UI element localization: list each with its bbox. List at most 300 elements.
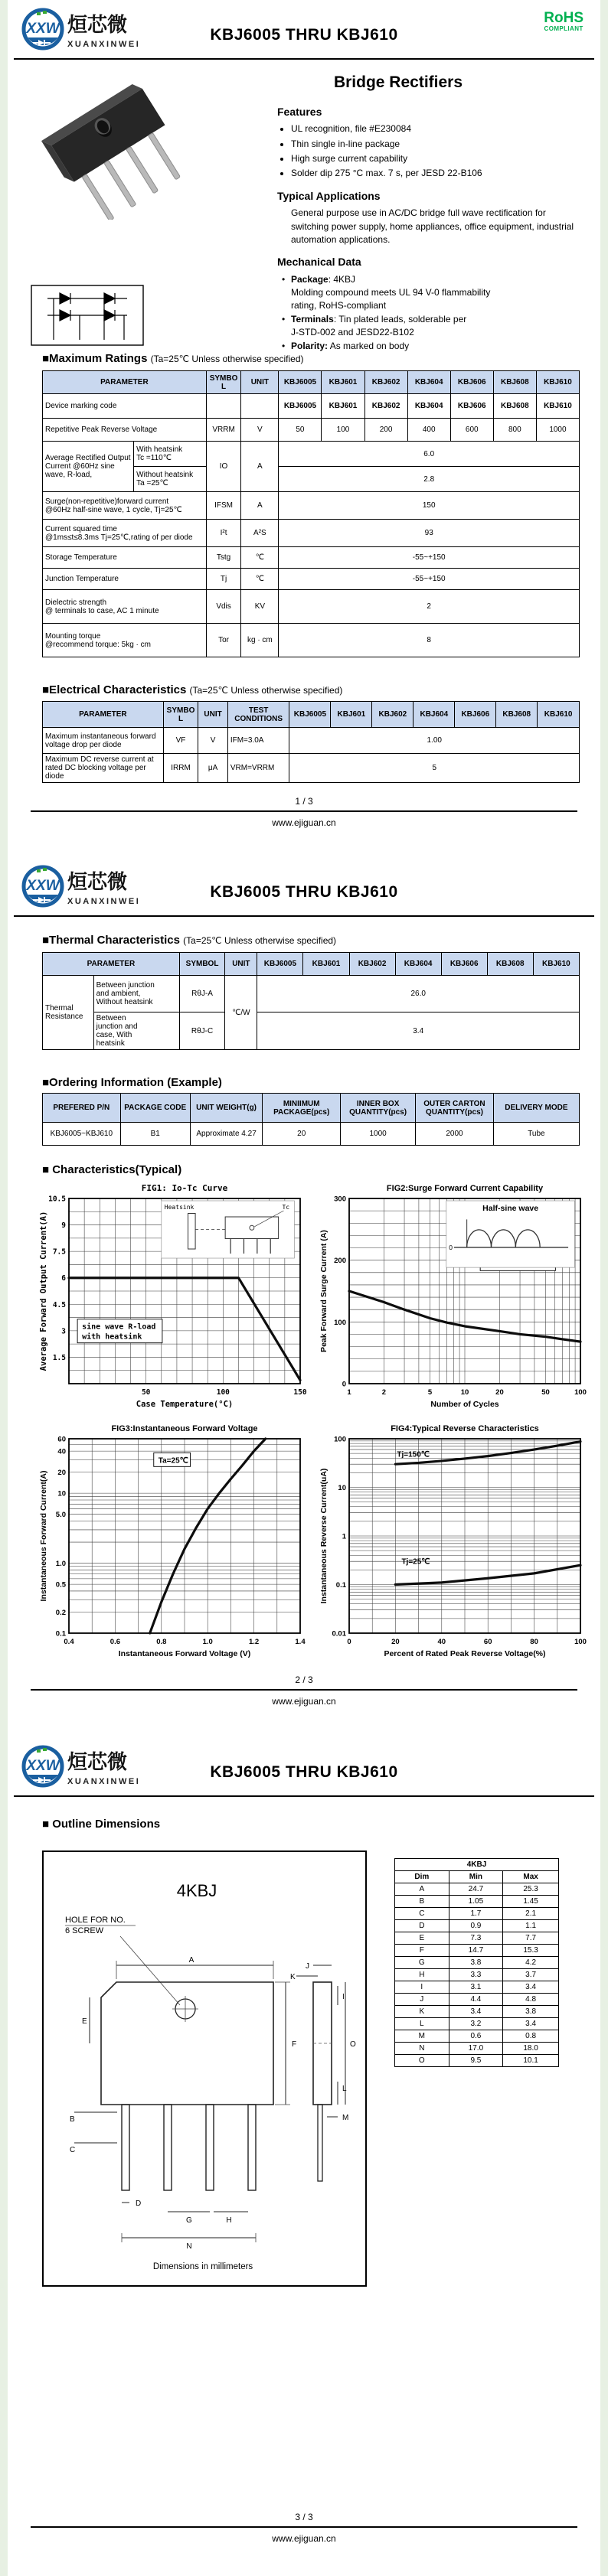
footer-rule: [31, 810, 577, 812]
max_ratings-cell: IO: [206, 442, 241, 492]
max-ratings-heading: ■Maximum Ratings (Ta=25℃ Unless otherwise specified): [42, 352, 304, 365]
datasheet-page-1: [8, 0, 600, 857]
max_ratings-cell: A²S: [241, 520, 279, 547]
max_ratings-cell: Vdis: [206, 590, 241, 624]
svg-text:5.0: 5.0: [55, 1511, 66, 1520]
electrical-cell: PARAMETER: [43, 702, 164, 728]
dims-cell: 1.1: [503, 1920, 559, 1932]
svg-text:20: 20: [57, 1469, 66, 1478]
page-number: 1 / 3: [295, 796, 313, 807]
svg-text:100: 100: [574, 1388, 587, 1397]
svg-text:20: 20: [391, 1638, 400, 1646]
electrical-heading: ■Electrical Characteristics (Ta=25℃ Unless otherwise specified): [42, 683, 343, 696]
dims-cell: 1.7: [449, 1908, 503, 1920]
dims-cell: J: [395, 1994, 449, 2006]
max_ratings-cell: With heatsink Tc =110℃: [134, 442, 207, 467]
logo-cn-text: 烜芯微: [67, 13, 128, 36]
electrical-cell: UNIT: [198, 702, 228, 728]
ordering-heading: ■Ordering Information (Example): [42, 1076, 222, 1089]
svg-text:XXW: XXW: [26, 1758, 60, 1774]
svg-text:150: 150: [293, 1388, 307, 1397]
svg-text:Instantaneous Forward Voltage: Instantaneous Forward Voltage (V): [118, 1649, 251, 1658]
bridge-schematic: [31, 285, 144, 350]
front-view: [101, 1982, 273, 2190]
footer-url: www.ejiguan.cn: [272, 1696, 336, 1707]
svg-text:1: 1: [347, 1388, 351, 1397]
dims-cell: 3.8: [503, 2006, 559, 2018]
mechanical-list: [277, 273, 591, 353]
electrical-cell: V: [198, 728, 228, 754]
svg-text:0.6: 0.6: [110, 1638, 121, 1646]
mech-line: • Package: 4KBJ: [277, 273, 591, 286]
svg-text:100: 100: [574, 1638, 587, 1646]
svg-text:1.0: 1.0: [55, 1560, 66, 1569]
svg-text:60: 60: [483, 1638, 492, 1646]
max_ratings-cell: KBJ602: [364, 394, 407, 419]
ordering-cell: 1000: [341, 1123, 416, 1146]
dim-letter: B: [70, 2115, 75, 2124]
dims-cell: 9.5: [449, 2055, 503, 2067]
svg-text:Instantaneous Forward Current(: Instantaneous Forward Current(A): [39, 1470, 48, 1602]
max_ratings-cell: VRRM: [206, 419, 241, 442]
max_ratings-cell: [241, 394, 279, 419]
header-rule: [14, 915, 594, 917]
max_ratings-cell: -55~+150: [279, 569, 580, 590]
dims-cell: F: [395, 1945, 449, 1957]
product-photo: [25, 70, 181, 223]
dims-cell: 18.0: [503, 2043, 559, 2055]
ordering-cell: MINIIMUM PACKAGE(pcs): [263, 1094, 341, 1123]
ordering-cell: DELIVERY MODE: [493, 1094, 579, 1123]
rohs-text: RoHS: [544, 10, 583, 26]
thermal-heading: ■Thermal Characteristics (Ta=25℃ Unless otherwise specified): [42, 934, 337, 947]
feature-item: • UL recognition, file #E230084: [291, 122, 591, 135]
max_ratings-cell: 6.0: [279, 442, 580, 467]
svg-text:XUANXINWEI: XUANXINWEI: [67, 897, 141, 906]
max_ratings-cell: [206, 394, 241, 419]
doc-title: KBJ6005 THRU KBJ610: [210, 883, 398, 901]
svg-text:Tj=150℃: Tj=150℃: [397, 1450, 430, 1459]
footer-url: www.ejiguan.cn: [272, 2533, 336, 2544]
max_ratings-cell: KBJ602: [364, 371, 407, 394]
footer-rule: [31, 2526, 577, 2528]
svg-text:0: 0: [449, 1243, 453, 1251]
max_ratings-cell: KBJ604: [407, 371, 450, 394]
electrical-cell: KBJ601: [331, 702, 372, 728]
dims-cell: I: [395, 1981, 449, 1994]
dims-cell: 7.7: [503, 1932, 559, 1945]
ordering-cell: OUTER CARTON QUANTITY(pcs): [416, 1094, 494, 1123]
max_ratings-cell: -55~+150: [279, 547, 580, 569]
thermal-cell: 3.4: [257, 1012, 580, 1050]
svg-text:300: 300: [334, 1195, 346, 1204]
dim-letter: K: [290, 1973, 296, 1981]
dims-cell: 7.3: [449, 1932, 503, 1945]
dims-cell: 3.4: [503, 1981, 559, 1994]
dim-letter: C: [70, 2146, 76, 2154]
electrical-cell: TEST CONDITIONS: [227, 702, 289, 728]
svg-text:10: 10: [338, 1484, 346, 1492]
svg-text:0.8: 0.8: [156, 1638, 167, 1646]
svg-text:Peak Forward Surge Current (A): Peak Forward Surge Current (A): [319, 1230, 329, 1352]
max_ratings-cell: KBJ601: [322, 394, 364, 419]
max_ratings-cell: KBJ608: [493, 394, 536, 419]
svg-text:4.5: 4.5: [52, 1300, 66, 1309]
electrical-cell: IRRM: [163, 754, 198, 783]
dims-cell: 0.9: [449, 1920, 503, 1932]
max_ratings-cell: 1000: [536, 419, 579, 442]
max_ratings-cell: KBJ6005: [279, 394, 322, 419]
svg-text:0.01: 0.01: [332, 1629, 346, 1639]
max_ratings-cell: Junction Temperature: [43, 569, 207, 590]
svg-text:Percent of Rated Peak Reverse: Percent of Rated Peak Reverse Voltage(%): [384, 1649, 546, 1658]
ordering-cell: KBJ6005~KBJ610: [43, 1123, 121, 1146]
electrical-cell: SYMBOL: [163, 702, 198, 728]
dims-cell: Min: [449, 1871, 503, 1883]
electrical-cell: KBJ6005: [289, 702, 331, 728]
ordering-cell: 2000: [416, 1123, 494, 1146]
dims-cell: A: [395, 1883, 449, 1896]
dims-cell: 10.1: [503, 2055, 559, 2067]
max_ratings-cell: ℃: [241, 547, 279, 569]
svg-text:Half-sine wave: Half-sine wave: [482, 1204, 539, 1213]
max_ratings-cell: KBJ601: [322, 371, 364, 394]
electrical-cell: μA: [198, 754, 228, 783]
thermal-cell: KBJ6005: [257, 953, 303, 976]
ordering-table: [42, 1093, 580, 1146]
svg-text:40: 40: [57, 1447, 66, 1456]
svg-text:2: 2: [381, 1388, 387, 1397]
dims-cell: 4KBJ: [395, 1859, 559, 1871]
svg-text:0.4: 0.4: [64, 1638, 74, 1646]
max_ratings-cell: KV: [241, 590, 279, 624]
max_ratings-cell: Dielectric strength @ terminals to case, AC 1 minute: [43, 590, 207, 624]
max_ratings-cell: Storage Temperature: [43, 547, 207, 569]
doc-title: KBJ6005 THRU KBJ610: [210, 1763, 398, 1781]
applications-text: General purpose use in AC/DC bridge full wave rectification for switching power supply, home appliances, office equipment, industrial automation applications.: [291, 207, 574, 245]
features-heading: Features: [277, 106, 322, 118]
max_ratings-cell: 2: [279, 590, 580, 624]
characteristics-heading: ■ Characteristics(Typical): [42, 1163, 182, 1176]
dims-cell: 3.8: [449, 1957, 503, 1969]
svg-text:Tc: Tc: [282, 1204, 290, 1211]
svg-text:0.2: 0.2: [55, 1608, 66, 1617]
svg-text:100: 100: [334, 1435, 346, 1444]
svg-text:0: 0: [342, 1380, 346, 1389]
dims-cell: 24.7: [449, 1883, 503, 1896]
thermal-cell: ℃/W: [225, 976, 257, 1050]
svg-text:烜芯微: 烜芯微: [67, 870, 128, 893]
electrical-cell: VRM=VRRM: [227, 754, 289, 783]
mech-line: J-STD-002 and JESD22-B102: [291, 327, 414, 338]
dims-cell: Dim: [395, 1871, 449, 1883]
max_ratings-cell: 800: [493, 419, 536, 442]
dims-cell: K: [395, 2006, 449, 2018]
electrical-cell: KBJ608: [496, 702, 538, 728]
page-number: 2 / 3: [295, 1674, 313, 1685]
max_ratings-cell: 200: [364, 419, 407, 442]
svg-text:80: 80: [530, 1638, 538, 1646]
ordering-cell: UNIT WEIGHT(g): [190, 1094, 263, 1123]
svg-text:FIG3:Instantaneous Forward Vol: FIG3:Instantaneous Forward Voltage: [111, 1424, 258, 1433]
dims-cell: C: [395, 1908, 449, 1920]
max_ratings-cell: Average Rectified Output Current @60Hz sine wave, R-load,: [43, 442, 134, 492]
dims-cell: 17.0: [449, 2043, 503, 2055]
max_ratings-cell: 2.8: [279, 467, 580, 492]
thermal-cell: 26.0: [257, 976, 580, 1012]
svg-text:0.5: 0.5: [55, 1580, 66, 1590]
hole-note: HOLE FOR NO.: [65, 1916, 126, 1925]
dim-letter: I: [342, 1993, 345, 2001]
dims-cell: B: [395, 1896, 449, 1908]
ordering-cell: Tube: [493, 1123, 579, 1146]
dims-cell: 3.1: [449, 1981, 503, 1994]
svg-text:0.1: 0.1: [335, 1581, 346, 1590]
fig2-chart: [319, 1182, 588, 1415]
dims-cell: 3.4: [449, 2006, 503, 2018]
hole-note: 6 SCREW: [65, 1926, 104, 1935]
svg-text:1.2: 1.2: [248, 1638, 260, 1646]
svg-text:6: 6: [61, 1274, 66, 1283]
svg-text:9: 9: [61, 1221, 66, 1231]
dim-letter: A: [188, 1956, 194, 1965]
dims-cell: 3.2: [449, 2018, 503, 2030]
svg-text:10.5: 10.5: [48, 1195, 66, 1204]
max_ratings-cell: Without heatsink Ta =25℃: [134, 467, 207, 492]
dim-letter: L: [342, 2085, 347, 2093]
max_ratings-cell: Tor: [206, 624, 241, 657]
datasheet-page-3: [8, 1737, 600, 2576]
dims-cell: 4.8: [503, 1994, 559, 2006]
electrical-cell: KBJ602: [372, 702, 414, 728]
max_ratings-cell: IFSM: [206, 492, 241, 520]
max_ratings-cell: kg · cm: [241, 624, 279, 657]
max_ratings-cell: KBJ606: [450, 371, 493, 394]
electrical-cell: VF: [163, 728, 198, 754]
thermal-cell: Between junction and case, With heatsink: [93, 1012, 179, 1050]
dims-cell: Max: [503, 1871, 559, 1883]
dims-cell: 25.3: [503, 1883, 559, 1896]
svg-text:Ta=25℃: Ta=25℃: [158, 1456, 188, 1466]
svg-text:60: 60: [57, 1435, 66, 1444]
max_ratings-cell: KBJ610: [536, 371, 579, 394]
side-view: [313, 1982, 332, 2181]
svg-text:Heatsink: Heatsink: [164, 1204, 194, 1211]
max_ratings-cell: Current squared time @1ms≤t≤8.3ms Tj=25℃,rating of per diode: [43, 520, 207, 547]
max_ratings-cell: A: [241, 492, 279, 520]
svg-text:10: 10: [460, 1388, 469, 1397]
mechanical-heading: Mechanical Data: [277, 256, 361, 269]
svg-text:200: 200: [334, 1257, 346, 1266]
max_ratings-cell: 100: [322, 419, 364, 442]
dims-cell: M: [395, 2030, 449, 2043]
outline-drawing-box: [42, 1850, 367, 2287]
svg-text:FIG1: Io-Tc Curve: FIG1: Io-Tc Curve: [141, 1183, 228, 1193]
dims-cell: 4.2: [503, 1957, 559, 1969]
ordering-cell: PREFERED P/N: [43, 1094, 121, 1123]
svg-text:Instantaneous Reverse Current(: Instantaneous Reverse Current(uA): [319, 1468, 329, 1604]
max_ratings-cell: KBJ608: [493, 371, 536, 394]
dims-cell: 1.45: [503, 1896, 559, 1908]
svg-text:10: 10: [57, 1489, 66, 1498]
max-ratings-table: [42, 370, 580, 657]
thermal-cell: PARAMETER: [43, 953, 180, 976]
electrical-cell: 5: [289, 754, 580, 783]
dims-cell: 3.4: [503, 2018, 559, 2030]
dims-cell: N: [395, 2043, 449, 2055]
dim-letter: M: [342, 2114, 349, 2122]
max_ratings-cell: V: [241, 419, 279, 442]
mech-line: • Terminals: Tin plated leads, solderable per: [277, 313, 591, 326]
thermal-cell: KBJ610: [533, 953, 579, 976]
svg-text:XUANXINWEI: XUANXINWEI: [67, 1777, 141, 1786]
dim-letter: O: [350, 2040, 356, 2049]
svg-text:7.5: 7.5: [52, 1247, 66, 1257]
svg-text:sine wave R-load: sine wave R-load: [82, 1322, 156, 1332]
thermal-cell: RθJ-C: [179, 1012, 225, 1050]
dims-cell: 14.7: [449, 1945, 503, 1957]
max_ratings-cell: 400: [407, 419, 450, 442]
rohs-badge: [544, 11, 583, 32]
svg-text:Average Forward Output Current: Average Forward Output Current(A): [39, 1211, 48, 1371]
max_ratings-cell: Surge(non-repetitive)forward current @60Hz half-sine wave, 1 cycle, Tj=25℃: [43, 492, 207, 520]
electrical-cell: IFM=3.0A: [227, 728, 289, 754]
feature-item: • High surge current capability: [291, 152, 591, 165]
svg-text:50: 50: [141, 1388, 151, 1397]
thermal-cell: KBJ604: [395, 953, 441, 976]
max_ratings-cell: Tstg: [206, 547, 241, 569]
dims-cell: 4.4: [449, 1994, 503, 2006]
applications-heading: Typical Applications: [277, 189, 381, 202]
outline-heading: ■ Outline Dimensions: [42, 1818, 161, 1831]
svg-text:with heatsink: with heatsink: [82, 1332, 142, 1342]
thermal-cell: UNIT: [225, 953, 257, 976]
max_ratings-cell: UNIT: [241, 371, 279, 394]
fig1-chart: [38, 1182, 308, 1415]
svg-text:烜芯微: 烜芯微: [67, 1750, 128, 1773]
electrical-cell: 1.00: [289, 728, 580, 754]
svg-text:Number of Cycles: Number of Cycles: [430, 1400, 499, 1409]
max_ratings-cell: KBJ6005: [279, 371, 322, 394]
svg-text:FIG4:Typical Reverse Character: FIG4:Typical Reverse Characteristics: [391, 1424, 539, 1433]
dim-letter: F: [292, 2040, 297, 2049]
thermal-cell: KBJ606: [441, 953, 487, 976]
electrical-cell: Maximum DC reverse current at rated DC blocking voltage per diode: [43, 754, 164, 783]
dims-cell: G: [395, 1957, 449, 1969]
max_ratings-cell: 8: [279, 624, 580, 657]
svg-text:FIG2:Surge Forward Current Cap: FIG2:Surge Forward Current Capability: [386, 1184, 544, 1193]
mech-line: • Polarity: As marked on body: [277, 340, 591, 353]
thermal-table: [42, 952, 580, 1050]
dimensions-note: Dimensions in millimeters: [152, 2262, 253, 2271]
max_ratings-cell: KBJ606: [450, 394, 493, 419]
dims-cell: 3.3: [449, 1969, 503, 1981]
max_ratings-cell: 600: [450, 419, 493, 442]
feature-item: • Thin single in-line package: [291, 138, 591, 151]
svg-text:0.1: 0.1: [55, 1629, 66, 1639]
svg-text:20: 20: [495, 1388, 504, 1397]
electrical-table: [42, 701, 580, 783]
ordering-cell: INNER BOX QUANTITY(pcs): [341, 1094, 416, 1123]
dims-cell: 0.6: [449, 2030, 503, 2043]
max_ratings-cell: Repetitive Peak Reverse Voltage: [43, 419, 207, 442]
max_ratings-cell: KBJ610: [536, 394, 579, 419]
logo-en-text: XUANXINWEI: [67, 40, 141, 49]
dims-cell: 0.8: [503, 2030, 559, 2043]
dim-letter: N: [186, 2242, 192, 2251]
package-name-label: 4KBJ: [176, 1881, 217, 1900]
mech-line: Molding compound meets UL 94 V-0 flammability: [291, 287, 491, 298]
ordering-cell: B1: [120, 1123, 190, 1146]
svg-text:100: 100: [216, 1388, 230, 1397]
thermal-cell: KBJ602: [349, 953, 395, 976]
dim-letter: E: [82, 2017, 87, 2026]
dim-letter: J: [306, 1962, 309, 1971]
svg-text:40: 40: [437, 1638, 446, 1646]
svg-text:0: 0: [347, 1638, 351, 1646]
svg-text:1.0: 1.0: [202, 1638, 213, 1646]
datasheet-page-2: [8, 857, 600, 1737]
logo-xxw-text: XXW: [26, 21, 60, 37]
svg-text:5: 5: [427, 1388, 433, 1397]
max_ratings-cell: PARAMETER: [43, 371, 207, 394]
dimensions-table: [394, 1858, 559, 2067]
mech-line: rating, RoHS-compliant: [291, 300, 387, 311]
header-rule: [14, 58, 594, 60]
dims-cell: 15.3: [503, 1945, 559, 1957]
header-rule: [14, 1795, 594, 1797]
max_ratings-cell: ℃: [241, 569, 279, 590]
dims-cell: O: [395, 2055, 449, 2067]
dims-cell: H: [395, 1969, 449, 1981]
fig4-chart: [319, 1422, 588, 1665]
thermal-cell: KBJ608: [487, 953, 533, 976]
thermal-cell: SYMBOL: [179, 953, 225, 976]
dims-cell: E: [395, 1932, 449, 1945]
features-list: [277, 122, 591, 181]
max_ratings-cell: 50: [279, 419, 322, 442]
svg-text:Case Temperature(°C): Case Temperature(°C): [136, 1400, 234, 1409]
electrical-cell: KBJ604: [414, 702, 455, 728]
dims-cell: 1.05: [449, 1896, 503, 1908]
thermal-cell: KBJ601: [303, 953, 349, 976]
rohs-compliant-text: COMPLIANT: [544, 24, 583, 32]
max_ratings-cell: SYMBOL: [206, 371, 241, 394]
max_ratings-cell: Tj: [206, 569, 241, 590]
ordering-cell: Approximate 4.27: [190, 1123, 263, 1146]
svg-text:3: 3: [61, 1327, 66, 1336]
dim-letter: D: [136, 2199, 142, 2208]
max_ratings-cell: KBJ604: [407, 394, 450, 419]
max_ratings-cell: A: [241, 442, 279, 492]
svg-text:50: 50: [541, 1388, 550, 1397]
svg-text:100: 100: [334, 1318, 346, 1327]
dim-letter: G: [186, 2216, 192, 2225]
fig3-chart: [38, 1422, 308, 1665]
svg-text:XXW: XXW: [26, 878, 60, 894]
feature-item: • Solder dip 275 °C max. 7 s, per JESD 22-B106: [291, 167, 591, 180]
dims-cell: 3.7: [503, 1969, 559, 1981]
svg-text:1.4: 1.4: [295, 1638, 306, 1646]
doc-title: KBJ6005 THRU KBJ610: [210, 26, 398, 44]
dim-letter: H: [226, 2216, 232, 2225]
max_ratings-cell: Mounting torque @recommend torque: 5kg · cm: [43, 624, 207, 657]
dims-cell: 2.1: [503, 1908, 559, 1920]
dims-cell: L: [395, 2018, 449, 2030]
svg-text:Tj=25℃: Tj=25℃: [401, 1557, 430, 1567]
max_ratings-cell: 93: [279, 520, 580, 547]
max_ratings-cell: 150: [279, 492, 580, 520]
